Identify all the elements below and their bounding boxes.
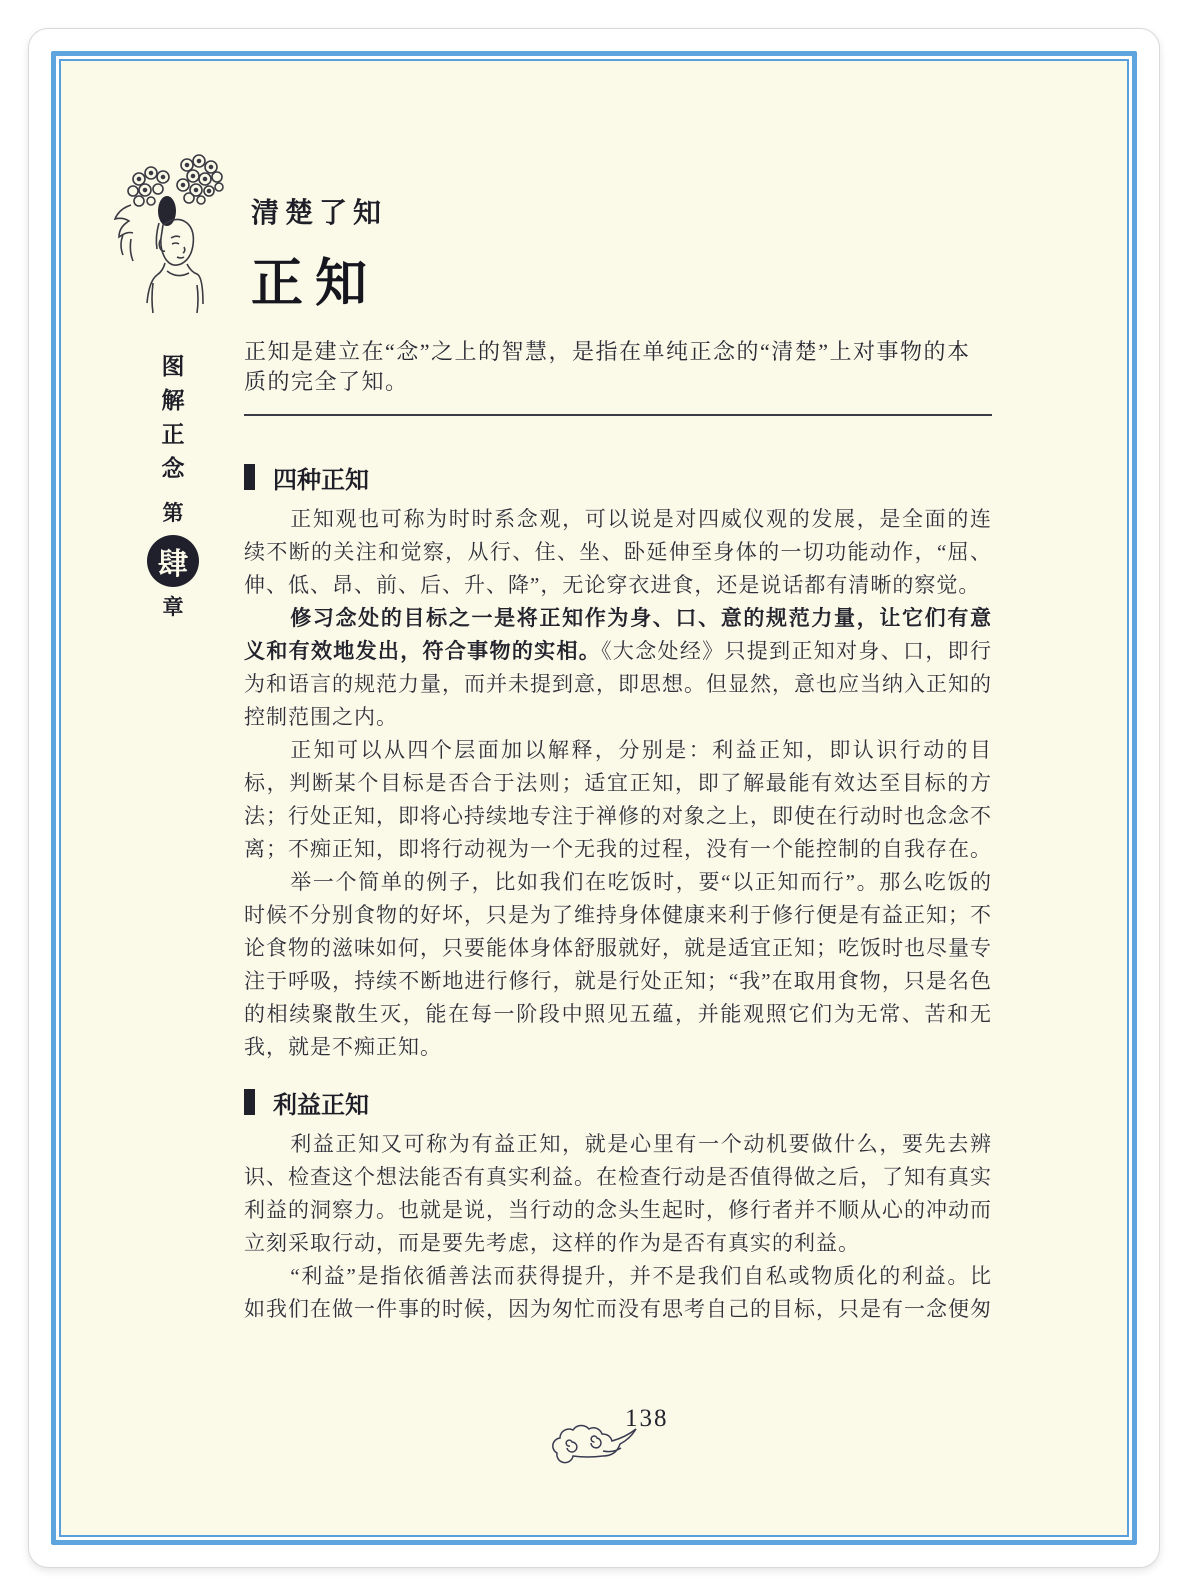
page-content <box>61 61 1127 1535</box>
outer-blue-frame <box>51 51 1137 1545</box>
page-title: 正知 <box>251 256 380 313</box>
page-footer <box>529 1399 709 1489</box>
section-marker-bar <box>244 464 255 490</box>
page-card <box>28 28 1160 1568</box>
section-heading-benefit <box>244 1088 992 1119</box>
main-text-column <box>244 463 992 1326</box>
paragraph: 利益正知又可称为有益正知，就是心里有一个动机要做什么，要先去辨识、检查这个想法能否有真实利益。在检查行动是否值得做之后，了知有真实利益的洞察力。也就是说，当行动的念头生起时，修行者并不顺从心的冲动而立刻采取行动，而是要先考虑，这样的作为是否有真实的利益。 <box>244 1132 992 1255</box>
book-title-char: 图 <box>161 354 185 379</box>
section-heading-label: 利益正知 <box>273 1091 369 1119</box>
inner-blue-frame <box>59 59 1129 1537</box>
chapter-sidebar <box>147 355 199 619</box>
chapter-intro-text: 正知是建立在“念”之上的智慧，是指在单纯正念的“清楚”上对事物的本质的完全了知。 <box>244 339 971 394</box>
intro-divider <box>244 414 992 416</box>
paragraph: 举一个简单的例子，比如我们在吃饭时，要“以正知而行”。那么吃饭的时候不分别食物的好坏，只是为了维持身体健康来利于修行便是有益正知；不论食物的滋味如何，只要能体身体舒服就好，就是适宜正知；吃饭时也尽量专注于呼吸，持续不断地进行修行，就是行处正知；“我”在取用食物，只是名色的相续聚散生灭，能在每一阶段中照见五蕴，并能观照它们为无常、苦和无我，就是不痴正知。 <box>244 870 992 1059</box>
bodhisattva-illustration-icon <box>101 143 241 318</box>
chapter-suffix: 章 <box>162 596 184 619</box>
paragraph <box>244 602 992 734</box>
section-heading-label: 四种正知 <box>273 466 369 494</box>
chapter-prefix: 第 <box>162 502 184 525</box>
book-title-char: 正 <box>161 422 185 447</box>
cloud-ornament-icon <box>543 1415 638 1478</box>
book-title-char: 念 <box>161 456 185 481</box>
page-number: 138 <box>625 1405 669 1432</box>
paragraph-rest: 《大念处经》只提到正知对身、口，即行为和语言的规范力量，而并未提到意，即思想。但显然，意也应当纳入正知的控制范围之内。 <box>244 639 993 729</box>
chapter-number-badge: 肆 <box>147 535 199 587</box>
book-title-char: 解 <box>161 388 185 413</box>
section-marker-bar <box>244 1089 255 1115</box>
section-heading-four-kinds <box>244 463 992 494</box>
paragraph-bold-lead: 修习念处的目标之一是将正知作为身、口、意的规范力量，让它们有意义和有效地发出，符合事物的实相。 <box>244 606 992 663</box>
chapter-title-block <box>251 191 387 316</box>
paragraph: “利益”是指依循善法而获得提升，并不是我们自私或物质化的利益。比如我们在做一件事的时候，因为匆忙而没有思考自己的目标，只是有一念便匆 <box>244 1264 992 1321</box>
page-subtitle: 清楚了知 <box>251 197 388 228</box>
paragraph: 正知观也可称为时时系念观，可以说是对四威仪观的发展，是全面的连续不断的关注和觉察，从行、住、坐、卧延伸至身体的一切功能动作，“屈、伸、低、昂、前、后、升、降”，无论穿衣进食，还是说话都有清晰的察觉。 <box>244 507 992 597</box>
paragraph: 正知可以从四个层面加以解释，分别是：利益正知，即认识行动的目标，判断某个目标是否合于法则；适宜正知，即了解最能有效达至目标的方法；行处正知，即将心持续地专注于禅修的对象之上，即使在行动时也念念不离；不痴正知，即将行动视为一个无我的过程，没有一个能控制的自我存在。 <box>244 738 992 861</box>
